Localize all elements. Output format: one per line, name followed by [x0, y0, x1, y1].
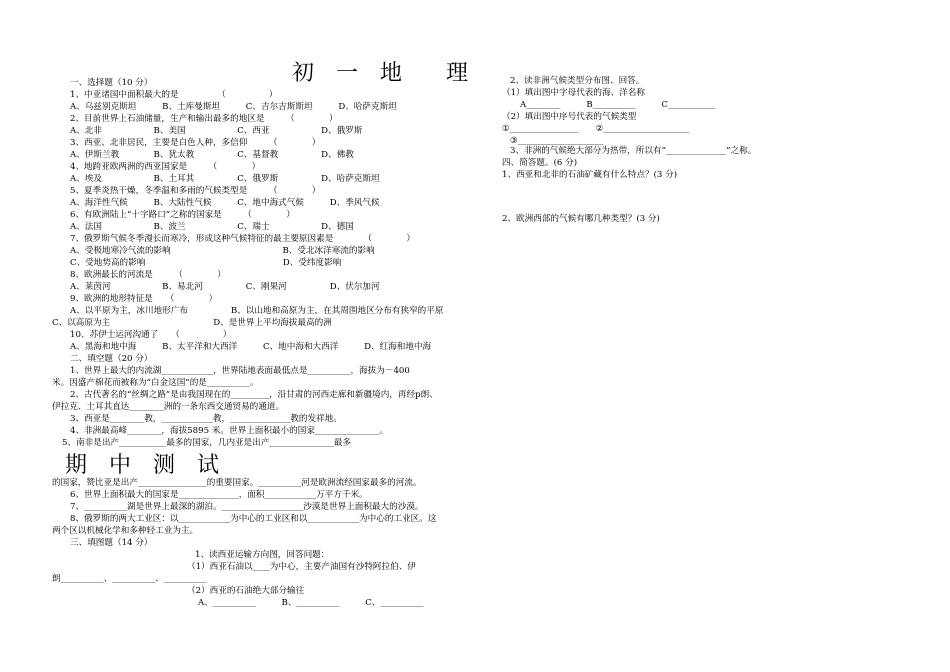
- option-line: A、黑海和地中海 B、太平洋和大西洋 C、地中海和大西洋 D、红海和地中海: [70, 342, 432, 352]
- option-line: A、海洋性气候 B、大陆性气候 C、地中海式气候 D、季风气候: [70, 198, 380, 208]
- question-line: 10、苏伊士运河沟通了 （ ）: [70, 330, 232, 340]
- question-line: 2、目前世界上石油储量，生产和输出最多的地区是 （ ）: [70, 114, 338, 124]
- map-question: （2）西亚的石油绝大部分输往: [187, 586, 305, 596]
- fill-line: 米。因盛产棉花而被称为“白金这国”的是__________。: [52, 378, 259, 388]
- option-line: A、法国 B、波兰 C、瑞士 D、德国: [70, 222, 354, 232]
- title-top: 初 一 地 理: [292, 61, 469, 86]
- right-line: （1）填出图中字母代表的海、洋名称: [502, 88, 645, 98]
- fill-line: 7、__________湖是世界上最深的湖泊。___________________沙漠是世界上面积最大的沙漠。: [70, 502, 424, 512]
- option-line: C、受地势高的影响 D、受纬度影响: [70, 258, 342, 268]
- option-line: A、北非 B、美国 C、西亚 D、俄罗斯: [70, 126, 363, 136]
- question-line: 5、夏季炎热干燥，冬季温和多雨的气候类型是 （ ）: [70, 186, 321, 196]
- short-answer-question: 2、欧洲西部的气候有哪几种类型？(3 分): [502, 214, 660, 224]
- option-line: C、以高原为主 D、是世界上平均海拔最高的洲: [52, 318, 332, 328]
- short-answer-question: 1、西亚和北非的石油矿藏有什么特点？(3 分): [502, 170, 678, 180]
- fill-line: 两个区以机械化学和多种轻工业为主。: [52, 526, 199, 536]
- question-line: 7、俄罗斯气候冬季漫长而寒冷，形成这种气候特征的最主要原因素是 （ ）: [70, 234, 415, 244]
- section-short-answer-heading: 四、简答题。(6 分): [502, 158, 578, 168]
- fill-line: 5、南非是出产___________最多的国家，几内亚是出产_______________最多: [62, 438, 352, 448]
- option-line: A、受极地寒冷气流的影响 B、受北冰洋寒流的影响: [70, 246, 375, 256]
- right-line: A________ B__________ C___________: [520, 100, 716, 110]
- question-line: 6、有欧洲陆上“十字路口”之称的国家是 （ ）: [70, 210, 295, 220]
- right-line: 2、读非洲气候类型分布图、回答。: [510, 76, 645, 86]
- option-line: A、乌兹别克斯坦 B、土库曼斯坦 C、吉尔吉斯斯坦 D、哈萨克斯坦: [70, 102, 397, 112]
- section-choice-heading: 一、选择题（10 分）: [70, 78, 153, 88]
- section-map-heading: 三、填图题（14 分）: [70, 538, 153, 548]
- section-fill-heading: 二、填空题（20 分）: [70, 354, 153, 364]
- title-bottom: 期 中 测 试: [65, 453, 220, 478]
- fill-line: 3、西亚是________教，____________教，______________教的发祥地。: [70, 414, 342, 424]
- right-line: ③____________________: [510, 136, 604, 146]
- option-line: A、以平原为主，冰川地形广布 B、以山地和高原为主，在其周围地区分布有狭窄的平原: [70, 306, 444, 316]
- fill-line: 伊拉克、土耳其直达________洲的一条东西交通贸易的通道。: [52, 402, 285, 412]
- fill-line: 8、俄罗斯的两大工业区：以____________为中心的工业区和以____________为中心的工业区。这: [70, 514, 437, 524]
- option-line: A、莱茵河 B、易北河 C、刚果河 D、伏尔加河: [70, 282, 380, 292]
- map-question: 朗__________、__________、__________: [52, 574, 207, 584]
- fill-line: 6、世界上面积最大的国家是______________，面积____________万平方千米。: [70, 490, 368, 500]
- question-line: 9、欧洲的地形特征是 （ ）: [70, 294, 218, 304]
- fill-line: 的国家，赞比亚是出产________________的重要国家。__________河是欧洲流经国家最多的河流。: [52, 478, 422, 488]
- fill-line: 2、古代著名的“丝绸之路”是由我国现在的_________，沿甘肃的河西走廊和新疆境内，再经p朗、: [70, 390, 438, 400]
- map-question: A、__________ B、__________ C、__________: [198, 598, 424, 608]
- fill-line: 1、世界上最大的内流湖____________，世界陆地表面最低点是__________，海拔为－400: [70, 366, 410, 376]
- right-line: ①________________ ②____________________: [502, 124, 690, 134]
- question-line: 8、欧洲最长的河流是 （ ）: [70, 270, 226, 280]
- question-line: 1、中亚诸国中面积最大的是 （ ）: [70, 90, 278, 100]
- option-line: A、伊斯兰教 B、犹太教 C、基督教 D、佛教: [70, 150, 354, 160]
- fill-line: 4、非洲最高峰________，海拔5895 米。世界上面积最小的国家_______________。: [70, 426, 388, 436]
- option-line: A、埃及 B、土耳其 C、俄罗斯 D、哈萨克斯坦: [70, 174, 380, 184]
- right-line: （2）填出图中序号代表的气候类型: [502, 112, 637, 122]
- map-question: 1、读西亚运输方向图，回答问题：: [195, 550, 330, 560]
- map-question: （1）西亚石油以____为中心，主要产油国有沙特阿拉伯、伊: [187, 562, 416, 572]
- question-line: 3、西亚、北非居民，主要是白色人种，多信仰 （ ）: [70, 138, 321, 148]
- right-line: 3、非洲的气候绝大部分为热带，所以有“______________”之称。: [510, 146, 757, 156]
- question-line: 4、地跨亚欧两洲的西亚国家是 （ ）: [70, 162, 261, 172]
